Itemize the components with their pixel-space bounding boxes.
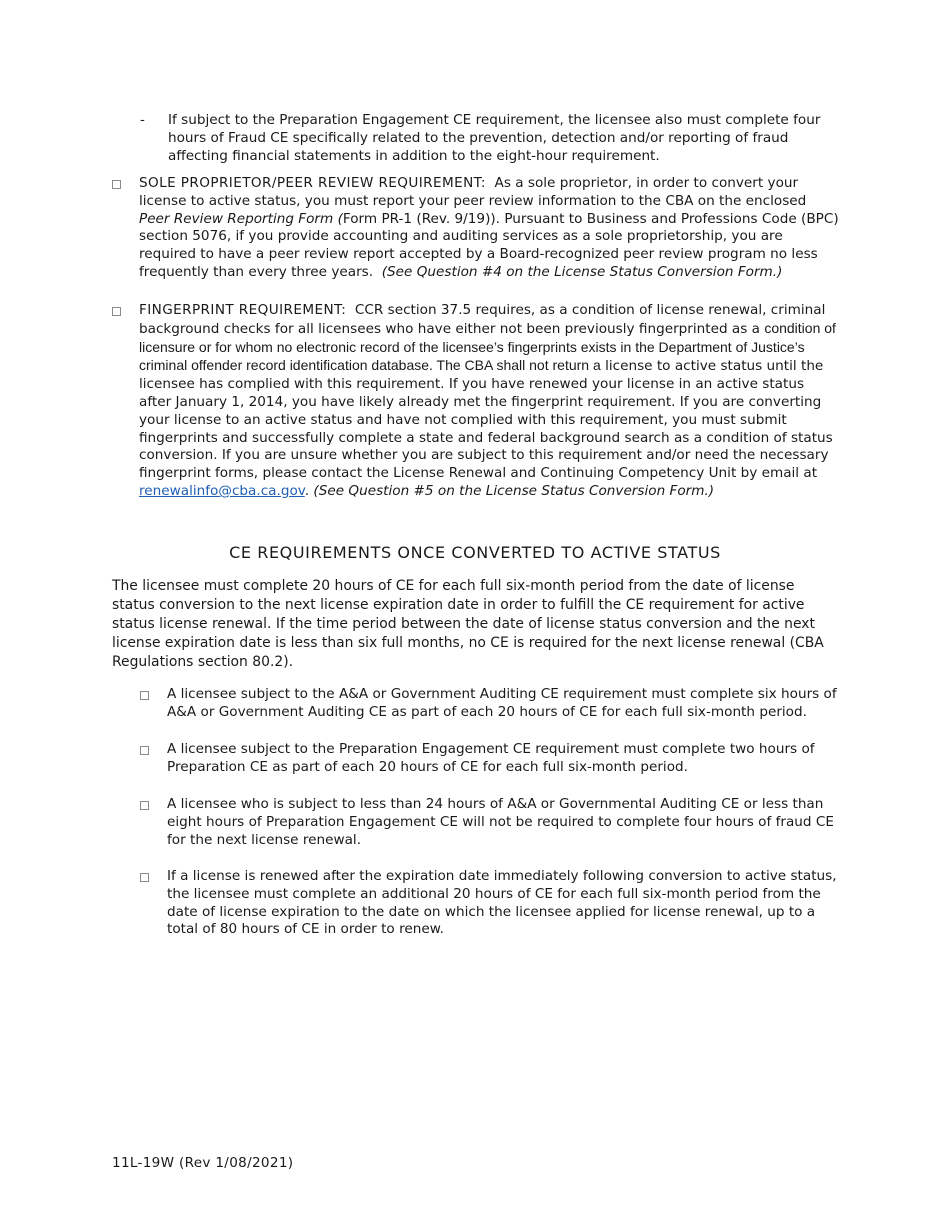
ce-item-text: A licensee subject to the A&A or Government Auditing CE requirement must complete six hours of A&A or Government Auditing CE as part of each 20 hours of CE for each full six-month period. [167,686,837,720]
ce-item-text: If a license is renewed after the expiration date immediately following conversion to active status, the licensee must complete an additional 20 hours of CE for each full six-month period from the date of license expiration to the date on which the licensee applied for license renewal, up to a total of 80 hours of CE in order to renew. [167,868,837,938]
question-4-reference: (See Question #4 on the License Status Conversion Form.) [381,263,783,280]
sole-proprietor-text [139,175,839,282]
peer-review-form-name: Peer Review Reporting Form ( [139,210,343,227]
question-5-reference: (See Question #5 on the License Status Conversion Form.) [313,482,715,499]
checkbox-bullet [140,873,149,882]
checkbox-bullet [140,801,149,810]
ce-item-text: A licensee subject to the Preparation Engagement CE requirement must complete two hours of Preparation CE as part of each 20 hours of CE for each full six-month period. [167,741,815,775]
fingerprint-body-2: license to active status until the licensee has complied with this requirement. If you have renewed your license in an active status after January 1, 2014, you have likely already met the fingerprint requirement. If you are converting your license to an active status and have not complied with this requirement, you must submit fingerprints and successfully complete a state and federal background search as a condition of status conversion. If you are unsure whether you are subject to this requirement and/or need the necessary fingerprint forms, please contact the License Renewal and Continuing Competency Unit by email at [139,358,833,482]
dash-bullet: - [140,112,145,128]
email-period: . [304,482,310,499]
section-title: CE REQUIREMENTS ONCE CONVERTED TO ACTIVE STATUS [229,543,721,562]
renewal-email-link[interactable]: renewalinfo@cba.ca.gov [139,482,305,499]
fingerprint-body-arial: condition of licensure or for whom no electronic record of the licensee’s fingerprints exists in the Department of Justice’s criminal offender record identification database. The CBA shall not return a [139,319,836,374]
sole-proprietor-body-1: As a sole proprietor, in order to convert your license to active status, you must report your peer review information to the CBA on the enclosed [139,175,807,209]
checkbox-bullet [112,180,121,189]
ce-item-text: A licensee who is subject to less than 24 hours of A&A or Governmental Auditing CE or less than eight hours of Preparation Engagement CE will not be required to complete four hours of fraud CE for the next license renewal. [167,796,834,848]
fraud-ce-text: If subject to the Preparation Engagement CE requirement, the licensee also must complete four hours of Fraud CE specifically related to the prevention, detection and/or reporting of fraud affecting financial statements in addition to the eight-hour requirement. [168,112,821,164]
checkbox-bullet [112,307,121,316]
sole-proprietor-heading: SOLE PROPRIETOR/PEER REVIEW REQUIREMENT: [139,175,486,191]
checkbox-bullet [140,691,149,700]
sole-proprietor-body-2: Form PR-1 (Rev. 9/19)). Pursuant to Business and Professions Code (BPC) section 5076, if you provide accounting and auditing services as a sole proprietorship, you are required to have a peer review report accepted by a Board-recognized peer review program no less frequently than every three years. [139,210,839,280]
fingerprint-body-1: CCR section 37.5 requires, as a condition of license renewal, criminal background checks for all licensees who have either not been previously fingerprinted as a [139,302,826,337]
ce-intro-paragraph: The licensee must complete 20 hours of CE for each full six-month period from the date of license status conversion to the next license expiration date in order to fulfill the CE requirement for active status license renewal. If the time period between the date of license status conversion and the next license expiration date is less than six full months, no CE is required for the next license renewal (CBA Regulations section 80.2). [112,578,824,670]
checkbox-bullet [140,746,149,755]
form-revision-footer: 11L-19W (Rev 1/08/2021) [112,1155,294,1171]
fingerprint-text [139,302,839,501]
fingerprint-heading: FINGERPRINT REQUIREMENT: [139,302,347,318]
